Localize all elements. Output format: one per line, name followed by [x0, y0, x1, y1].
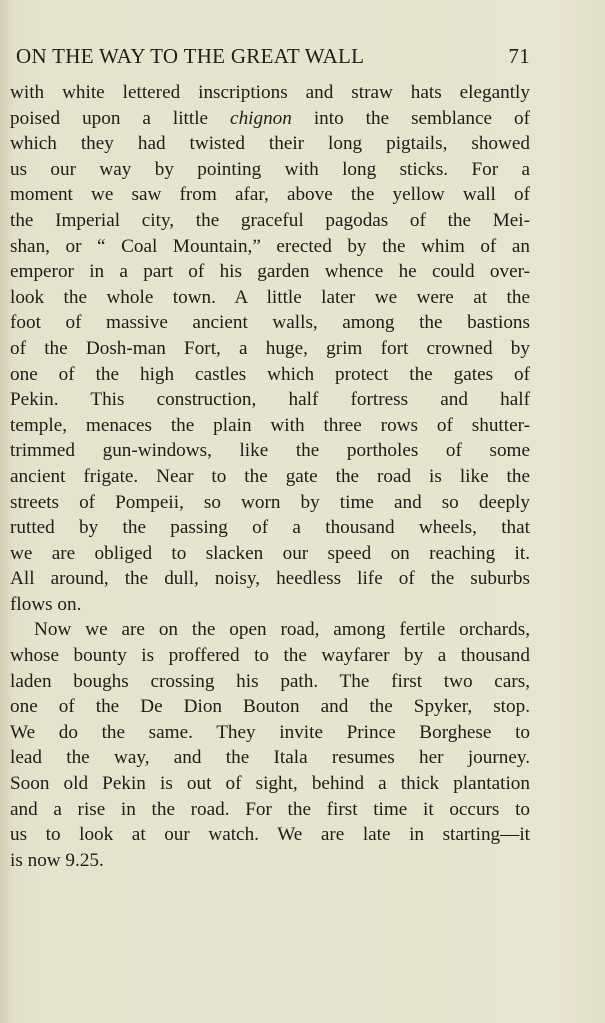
paragraph: [10, 617, 530, 873]
body-text: [10, 80, 530, 873]
text-line: temple, menaces the plain with three rows of shutter-: [10, 414, 530, 436]
text-line: streets of Pompeii, so worn by time and so deeply: [10, 491, 530, 513]
text-line: and a rise in the road. For the first time it occurs to: [10, 798, 530, 820]
text-line: All around, the dull, noisy, heedless life of the suburbs: [10, 568, 530, 590]
text-line: moment we saw from afar, above the yellow wall of: [10, 184, 530, 206]
text-line: shan, or “ Coal Mountain,” erected by the whim of an: [10, 235, 530, 257]
text-line: laden boughs crossing his path. The first two cars,: [10, 670, 530, 692]
text-line: emperor in a part of his garden whence he could over-: [10, 261, 530, 283]
text-line: is now 9.25.: [10, 849, 104, 871]
text-line: of the Dosh-man Fort, a huge, grim fort crowned by: [10, 337, 530, 359]
text-line: with white lettered inscriptions and straw hats elegantly: [10, 82, 530, 103]
running-title: ON THE WAY TO THE GREAT WALL: [16, 44, 365, 68]
text-line: poised upon a little chignon into the semblance of: [10, 107, 530, 129]
text-line: lead the way, and the Itala resumes her journey.: [10, 747, 530, 769]
text-line: whose bounty is proffered to the wayfarer by a thousand: [10, 645, 530, 667]
page-number: 71: [508, 44, 530, 68]
text-line: Pekin. This construction, half fortress and half: [10, 389, 530, 411]
text-line: Soon old Pekin is out of sight, behind a thick plantation: [10, 773, 530, 795]
paragraph: [10, 80, 530, 617]
text-line: one of the high castles which protect the gates of: [10, 363, 530, 385]
text-line: us our way by pointing with long sticks. For a: [10, 158, 530, 180]
text-line: look the whole town. A little later we were at the: [10, 286, 530, 308]
text-line: we are obliged to slacken our speed on reaching it.: [10, 542, 530, 564]
text-line: flows on.: [10, 593, 82, 615]
text-line: one of the De Dion Bouton and the Spyker, stop.: [10, 696, 530, 718]
italic-word: chignon: [230, 107, 292, 129]
text-line: which they had twisted their long pigtails, showed: [10, 133, 530, 155]
text-line: trimmed gun-windows, like the portholes of some: [10, 440, 530, 462]
text-line: Now we are on the open road, among fertile orchards,: [34, 619, 530, 641]
text-line: foot of massive ancient walls, among the bastions: [10, 312, 530, 334]
text-line: the Imperial city, the graceful pagodas of the Mei-: [10, 209, 530, 231]
text-line: us to look at our watch. We are late in starting—it: [10, 824, 530, 846]
running-header: [16, 44, 530, 69]
text-line: ancient frigate. Near to the gate the road is like the: [10, 465, 530, 487]
text-line: We do the same. They invite Prince Borghese to: [10, 721, 530, 743]
text-line: rutted by the passing of a thousand wheels, that: [10, 517, 530, 539]
